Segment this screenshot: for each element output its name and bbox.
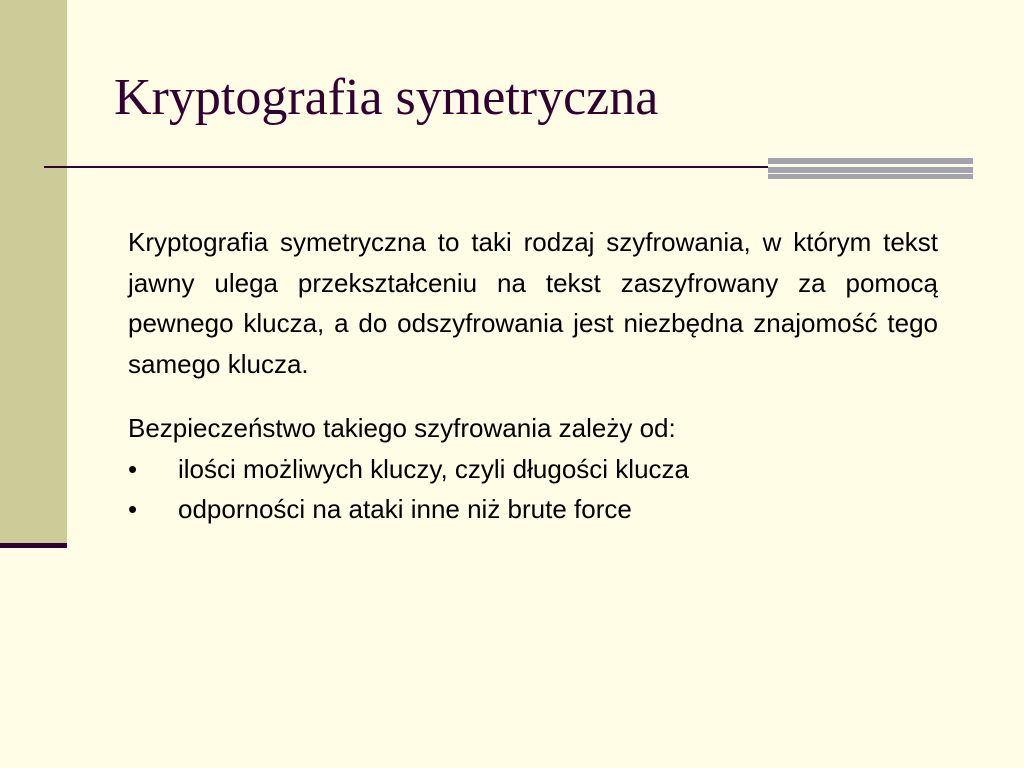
- left-band-accent-line: [0, 543, 67, 548]
- title-underline: [44, 166, 768, 168]
- title-bar-stripe: [768, 158, 973, 164]
- title-bar-stripe: [768, 174, 973, 179]
- title-decorative-bar: [768, 158, 973, 179]
- bullet-icon: •: [128, 494, 138, 524]
- slide-body: [128, 222, 938, 530]
- list-item-text: odporności na ataki inne niż brute force: [178, 494, 632, 524]
- left-decorative-band: [0, 0, 67, 543]
- list-item: [128, 489, 938, 530]
- slide-title: Kryptografia symetryczna: [114, 69, 659, 126]
- list-item: [128, 449, 938, 490]
- security-factors-list: [128, 449, 938, 530]
- bullet-icon: •: [128, 453, 138, 484]
- title-bar-stripe: [768, 167, 973, 173]
- list-item-text: ilości możliwych kluczy, czyli długości klucza: [178, 453, 689, 484]
- security-intro-paragraph: Bezpieczeństwo takiego szyfrowania zależy od:: [128, 413, 676, 443]
- definition-paragraph: Kryptografia symetryczna to taki rodzaj szyfrowania, w którym tekst jawny ulega przekształceniu na tekst zaszyfrowany za pomocą pewnego klucza, a do odszyfrowania jest niezbędna znajomość tego samego klucza.: [128, 227, 938, 379]
